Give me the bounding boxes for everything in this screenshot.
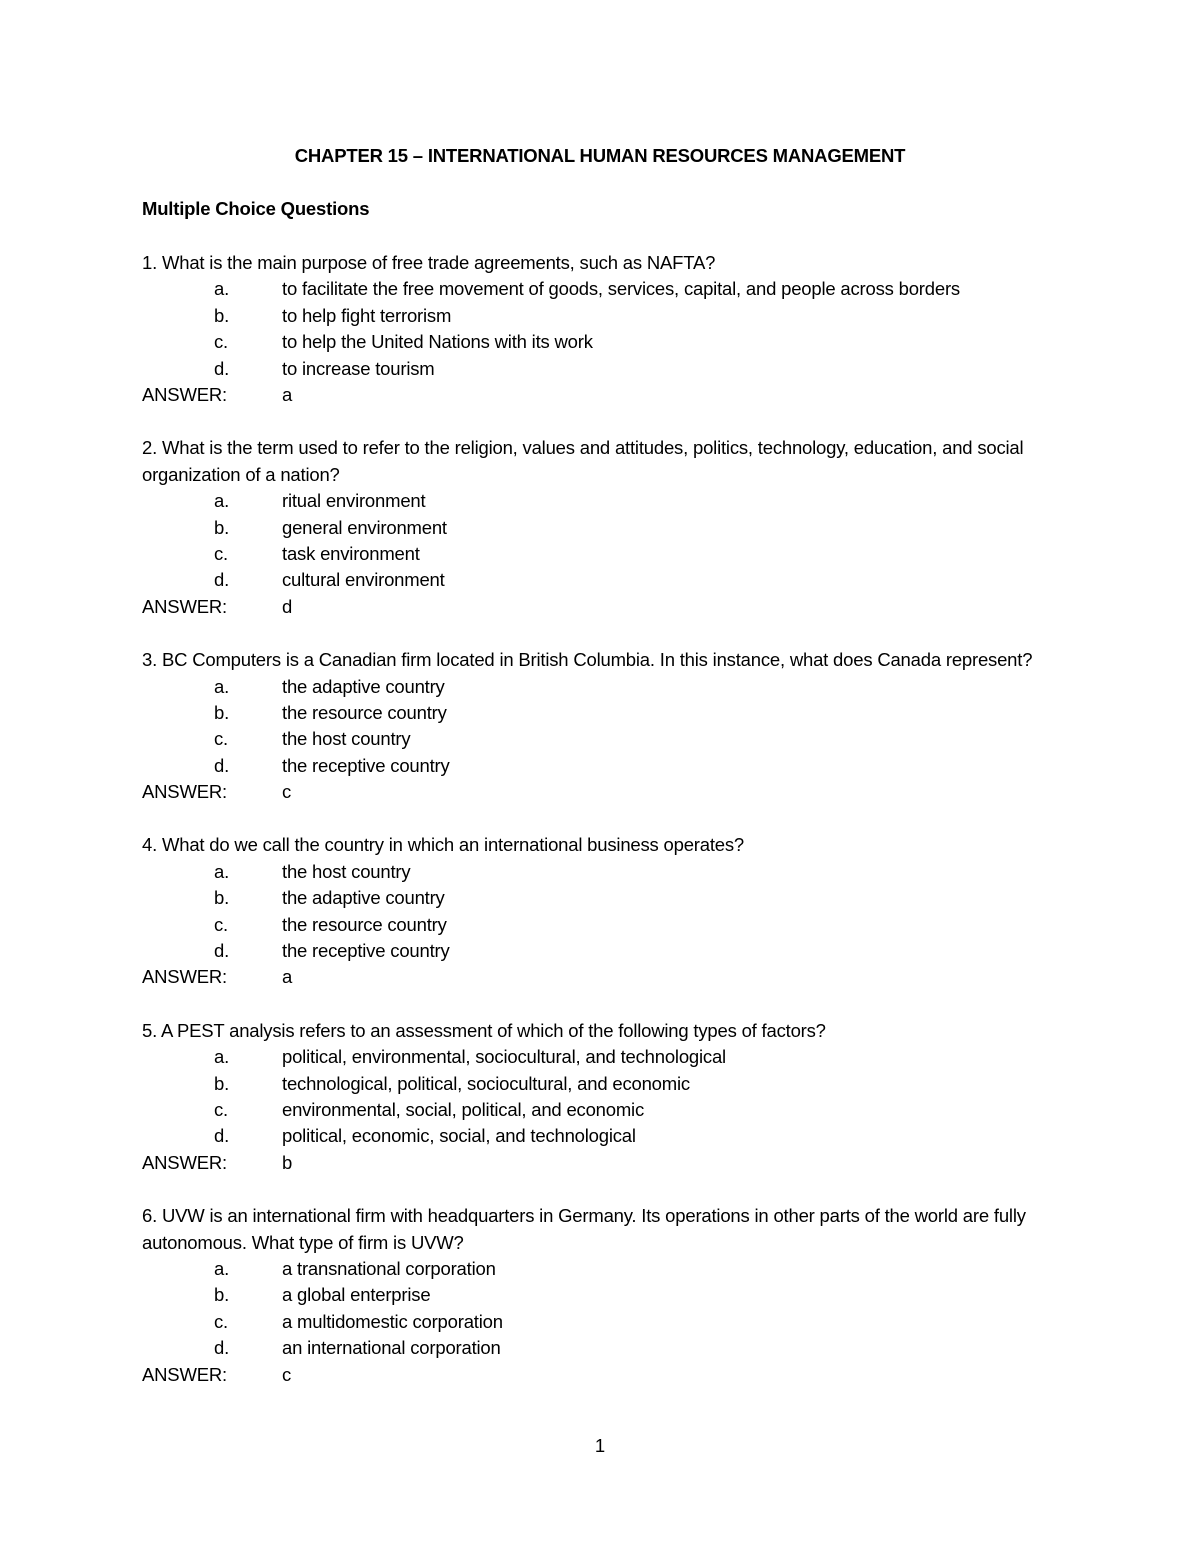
option-text: task environment [282, 542, 420, 564]
answer-option [142, 1282, 1062, 1308]
answer-value: a [282, 383, 293, 405]
option-text: the resource country [282, 701, 447, 723]
question-block [142, 1203, 1062, 1388]
answer-option [142, 938, 1062, 964]
option-letter: d. [214, 754, 230, 776]
answer-option [142, 1309, 1062, 1335]
answer-option [142, 356, 1062, 382]
option-letter: b. [214, 516, 230, 538]
answer-row [142, 1362, 1062, 1388]
answer-option [142, 912, 1062, 938]
option-letter: c. [214, 1099, 228, 1121]
option-text: the host country [282, 860, 411, 882]
answer-row [142, 382, 1062, 408]
answer-option [142, 329, 1062, 355]
option-text: to increase tourism [282, 357, 435, 379]
option-letter: d. [214, 569, 230, 591]
answer-option [142, 1256, 1062, 1282]
option-letter: d. [214, 1125, 230, 1147]
answer-label: ANSWER: [142, 595, 227, 617]
answer-option [142, 1071, 1062, 1097]
option-letter: a. [214, 1046, 230, 1068]
option-text: the adaptive country [282, 675, 445, 697]
answer-option [142, 753, 1062, 779]
option-text: cultural environment [282, 569, 445, 591]
answer-option [142, 515, 1062, 541]
option-letter: a. [214, 490, 230, 512]
question-block [142, 647, 1062, 805]
question-block [142, 435, 1062, 620]
question-block [142, 1018, 1062, 1176]
answer-option [142, 700, 1062, 726]
question-list [142, 250, 1062, 1415]
option-text: to help the United Nations with its work [282, 331, 593, 353]
option-text: political, economic, social, and technological [282, 1125, 636, 1147]
option-letter: b. [214, 1072, 230, 1094]
option-letter: b. [214, 304, 230, 326]
answer-value: b [282, 1151, 293, 1173]
question-text: 4. What do we call the country in which an international business operates? [142, 834, 745, 856]
option-text: an international corporation [282, 1337, 501, 1359]
option-letter: c. [214, 1310, 228, 1332]
option-letter: c. [214, 913, 228, 935]
question-text: 2. What is the term used to refer to the religion, values and attitudes, politics, technology, education, and social organization of a nation? [142, 437, 1024, 485]
answer-label: ANSWER: [142, 1363, 227, 1385]
answer-option [142, 674, 1062, 700]
answer-option [142, 859, 1062, 885]
page-number: 1 [594, 1435, 606, 1456]
option-text: the receptive country [282, 940, 450, 962]
section-heading: Multiple Choice Questions [142, 198, 370, 219]
option-letter: d. [214, 1337, 230, 1359]
answer-option [142, 1044, 1062, 1070]
answer-option [142, 276, 1062, 302]
answer-option [142, 726, 1062, 752]
option-letter: b. [214, 1284, 230, 1306]
option-text: technological, political, sociocultural, and economic [282, 1072, 690, 1094]
option-letter: b. [214, 701, 230, 723]
answer-option [142, 1097, 1062, 1123]
option-text: a transnational corporation [282, 1258, 496, 1280]
option-text: a global enterprise [282, 1284, 431, 1306]
option-letter: a. [214, 278, 230, 300]
answer-value: c [282, 1363, 292, 1385]
question-text: 6. UVW is an international firm with headquarters in Germany. Its operations in other parts of the world are fully autonomous. What type of firm is UVW? [142, 1205, 1026, 1253]
option-text: the adaptive country [282, 887, 445, 909]
answer-row [142, 1150, 1062, 1176]
question-block [142, 832, 1062, 990]
answer-option [142, 541, 1062, 567]
option-letter: a. [214, 1258, 230, 1280]
answer-label: ANSWER: [142, 781, 227, 803]
answer-label: ANSWER: [142, 966, 227, 988]
question-text: 5. A PEST analysis refers to an assessment of which of the following types of factors? [142, 1019, 826, 1041]
answer-row [142, 594, 1062, 620]
answer-option [142, 1335, 1062, 1361]
option-text: environmental, social, political, and economic [282, 1099, 645, 1121]
option-letter: d. [214, 940, 230, 962]
option-text: to help fight terrorism [282, 304, 452, 326]
answer-value: c [282, 781, 292, 803]
option-text: political, environmental, sociocultural, and technological [282, 1046, 726, 1068]
answer-option [142, 567, 1062, 593]
answer-row [142, 964, 1062, 990]
chapter-title: CHAPTER 15 – INTERNATIONAL HUMAN RESOURCES MANAGEMENT [294, 145, 906, 166]
answer-option [142, 303, 1062, 329]
answer-label: ANSWER: [142, 1151, 227, 1173]
option-letter: a. [214, 675, 230, 697]
option-text: ritual environment [282, 490, 426, 512]
option-text: the resource country [282, 913, 447, 935]
question-block [142, 250, 1062, 408]
option-letter: b. [214, 887, 230, 909]
option-text: to facilitate the free movement of goods, services, capital, and people across borders [282, 278, 960, 300]
option-text: a multidomestic corporation [282, 1310, 503, 1332]
answer-option [142, 488, 1062, 514]
answer-option [142, 885, 1062, 911]
option-letter: d. [214, 357, 230, 379]
option-letter: c. [214, 542, 228, 564]
answer-option [142, 1123, 1062, 1149]
question-text: 1. What is the main purpose of free trade agreements, such as NAFTA? [142, 252, 716, 273]
option-letter: c. [214, 728, 228, 750]
option-text: the receptive country [282, 754, 450, 776]
answer-row [142, 779, 1062, 805]
option-letter: c. [214, 331, 228, 353]
question-text: 3. BC Computers is a Canadian firm located in British Columbia. In this instance, what does Canada represent? [142, 649, 1033, 671]
answer-label: ANSWER: [142, 383, 227, 405]
option-letter: a. [214, 860, 230, 882]
option-text: the host country [282, 728, 411, 750]
answer-value: a [282, 966, 293, 988]
option-text: general environment [282, 516, 447, 538]
answer-value: d [282, 595, 293, 617]
